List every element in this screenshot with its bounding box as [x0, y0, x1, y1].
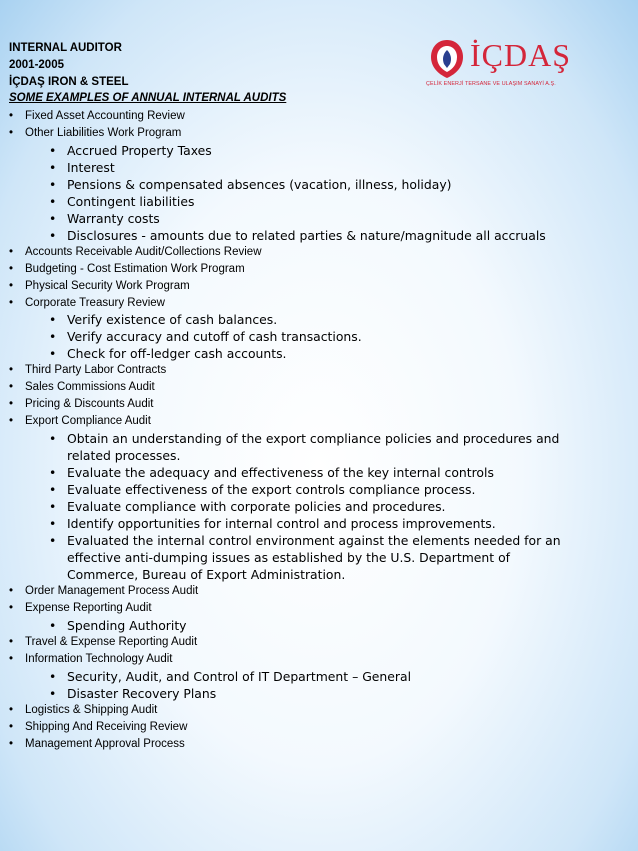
audit-subitem: • Evaluated the internal control environment against the elements needed for an effective anti-dumping issues as established by the U.S. Department of Commerce, Bureau of Export Administration.: [25, 532, 582, 583]
audit-item: [9, 244, 629, 261]
audit-item: [9, 736, 629, 753]
audit-label: Order Management Process Audit: [25, 585, 199, 598]
audit-subitem: • Verify accuracy and cutoff of cash transactions.: [25, 328, 582, 345]
audit-subitem: • Contingent liabilities: [25, 193, 582, 210]
audit-subitem: • Evaluate compliance with corporate policies and procedures.: [25, 498, 582, 515]
audit-sublist: [25, 430, 629, 583]
audit-sublist: [25, 311, 629, 362]
audit-item: [9, 108, 629, 125]
audit-item: [9, 583, 629, 600]
audit-label: Fixed Asset Accounting Review: [25, 110, 185, 122]
audit-label: Accounts Receivable Audit/Collections Review: [25, 245, 262, 258]
audit-label: Physical Security Work Program: [25, 279, 190, 292]
audit-subitem: • Check for off-ledger cash accounts.: [25, 345, 582, 362]
flame-emblem-icon: [428, 38, 466, 80]
audit-item: [9, 362, 629, 379]
company-logo: [426, 37, 594, 93]
audit-subitem: • Interest: [25, 159, 582, 176]
audit-subitem: • Warranty costs: [25, 210, 582, 227]
logo-brand: İÇDAŞ: [470, 37, 572, 73]
years: 2001-2005: [9, 58, 64, 71]
audit-item: [9, 719, 629, 736]
audit-subitem: • Obtain an understanding of the export compliance policies and procedures and related processes.: [25, 430, 582, 464]
audit-label: Information Technology Audit: [25, 652, 173, 665]
audit-label: Third Party Labor Contracts: [25, 364, 167, 377]
audit-item: [9, 125, 629, 244]
audit-item: [9, 261, 629, 278]
audit-list: [9, 108, 629, 752]
logo-tagline: ÇELİK ENERJİ TERSANE VE ULAŞIM SANAYİ A.Ş.: [426, 81, 556, 87]
audit-subitem: • Evaluate the adequacy and effectiveness of the key internal controls: [25, 464, 582, 481]
audit-label: Other Liabilities Work Program: [25, 126, 182, 139]
audit-subitem: • Evaluate effectiveness of the export controls compliance process.: [25, 481, 582, 498]
audit-subitem: • Disaster Recovery Plans: [25, 685, 582, 702]
audit-item: [9, 278, 629, 295]
audit-item: [9, 379, 629, 396]
audit-item: [9, 702, 629, 719]
audit-item: [9, 634, 629, 651]
job-title: INTERNAL AUDITOR: [9, 42, 122, 54]
audit-item: [9, 295, 629, 363]
audit-subitem: • Security, Audit, and Control of IT Department – General: [25, 668, 582, 685]
audit-subitem: • Identify opportunities for internal control and process improvements.: [25, 515, 582, 532]
audit-item: [9, 396, 629, 413]
audit-subitem: • Verify existence of cash balances.: [25, 311, 582, 328]
audit-item: [9, 600, 629, 634]
audit-label: Travel & Expense Reporting Audit: [25, 635, 198, 648]
audit-item: [9, 651, 629, 702]
audit-label: Management Approval Process: [25, 737, 185, 750]
audit-label: Export Compliance Audit: [25, 415, 151, 428]
company-name: İÇDAŞ IRON & STEEL: [9, 75, 129, 88]
header-block: [9, 40, 286, 107]
audit-subitem: • Disclosures - amounts due to related parties & nature/magnitude all accruals: [25, 227, 582, 244]
audit-label: Expense Reporting Audit: [25, 601, 152, 614]
section-subtitle: SOME EXAMPLES OF ANNUAL INTERNAL AUDITS: [9, 92, 287, 105]
audit-sublist: [25, 617, 629, 634]
audit-subitem: • Accrued Property Taxes: [25, 142, 582, 159]
audit-subitem: • Spending Authority: [25, 617, 582, 634]
audit-subitem: • Pensions & compensated absences (vacation, illness, holiday): [25, 176, 582, 193]
audit-label: Pricing & Discounts Audit: [25, 398, 154, 411]
audit-label: Budgeting - Cost Estimation Work Program: [25, 262, 245, 275]
audit-item: [9, 413, 629, 583]
audit-sublist: [25, 668, 629, 702]
audit-label: Corporate Treasury Review: [25, 296, 165, 309]
audit-sublist: [25, 142, 629, 244]
audit-label: Shipping And Receiving Review: [25, 720, 188, 733]
audit-label: Logistics & Shipping Audit: [25, 703, 158, 716]
audit-label: Sales Commissions Audit: [25, 381, 155, 394]
